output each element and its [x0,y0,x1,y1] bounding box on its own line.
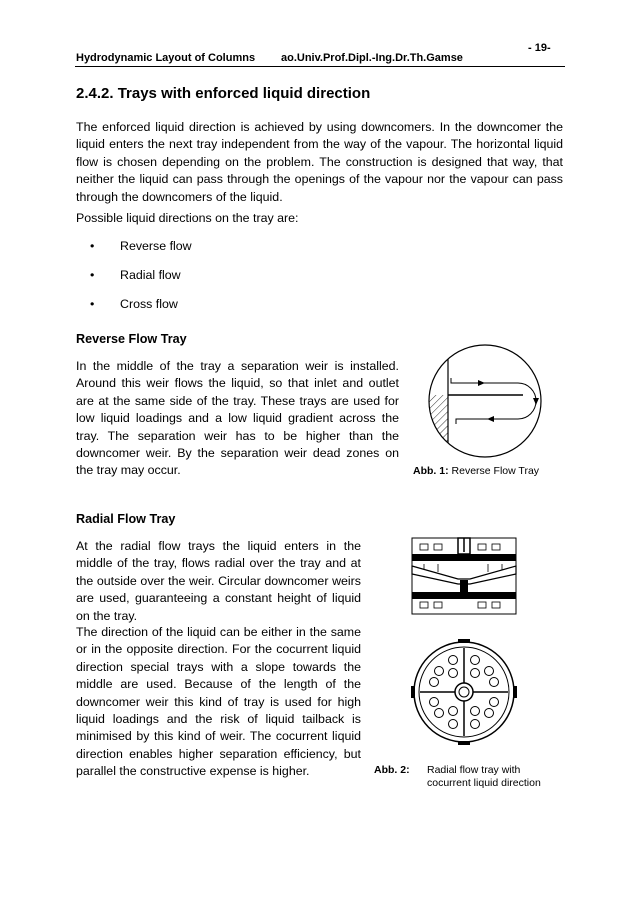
radial-flow-top-view [408,636,520,748]
header-author: ao.Univ.Prof.Dipl.-Ing.Dr.Th.Gamse [281,52,463,64]
radial-flow-heading: Radial Flow Tray [76,512,176,526]
reverse-flow-heading: Reverse Flow Tray [76,332,187,346]
header-rule [75,66,565,67]
figure-1-caption: Abb. 1: Reverse Flow Tray [413,465,540,477]
figure-2-caption-label: Abb. 2: [374,764,410,776]
figure-2-caption: Radial flow tray with cocurrent liquid direction [427,764,541,789]
page-number: - 19- [528,42,551,54]
bullet-item: • Radial flow [90,268,181,282]
section-title: 2.4.2. Trays with enforced liquid direction [76,85,371,102]
header-left: Hydrodynamic Layout of Columns [76,52,256,64]
radial-flow-side-view [408,534,520,618]
intro-paragraph: The enforced liquid direction is achieved by using downcomers. In the downcomer the liquid enters the next tray independent from the way of the vapour. The horizontal liquid flow is chosen depending on the problem. The construction is designed that way, that neither the liquid can pass through the openings of the vapour nor the vapour can pass through the downcomers of the liquid. [76,120,563,204]
bullet-item: • Cross flow [90,297,178,311]
radial-flow-text-2: The direction of the liquid can be either in the same or in the opposite direction. For the cocurrent liquid direction special trays with a slope towards the middle are used. Because of the length of the downcomer weir this kind of tray is used for high liquid loadings and the risk of liquid tailback is minimised by this kind of weir. The cocurrent liquid direction enables higher separation efficiency, but parallel the constructive expense is higher. [76,625,361,779]
reverse-flow-tray-diagram [418,342,548,460]
bullet-item: • Reverse flow [90,239,192,253]
radial-flow-text-1: At the radial flow trays the liquid enters in the middle of the tray, flows radial over the tray and at the outside over the weir. Circular downcomer weirs are used, guaranteeing a constant height of liquid on the tray. [76,539,361,623]
reverse-flow-text: In the middle of the tray a separation weir is installed. Around this weir flows the liquid, so that inlet and outlet are at the same side of the tray. These trays are used for low liquid loadings and a low liquid gradient across the tray. The separation weir has to be higher than the downcomer weir. By the separation weir dead zones on the tray may occur. [76,359,399,478]
possible-directions: Possible liquid directions on the tray are: [76,211,299,225]
